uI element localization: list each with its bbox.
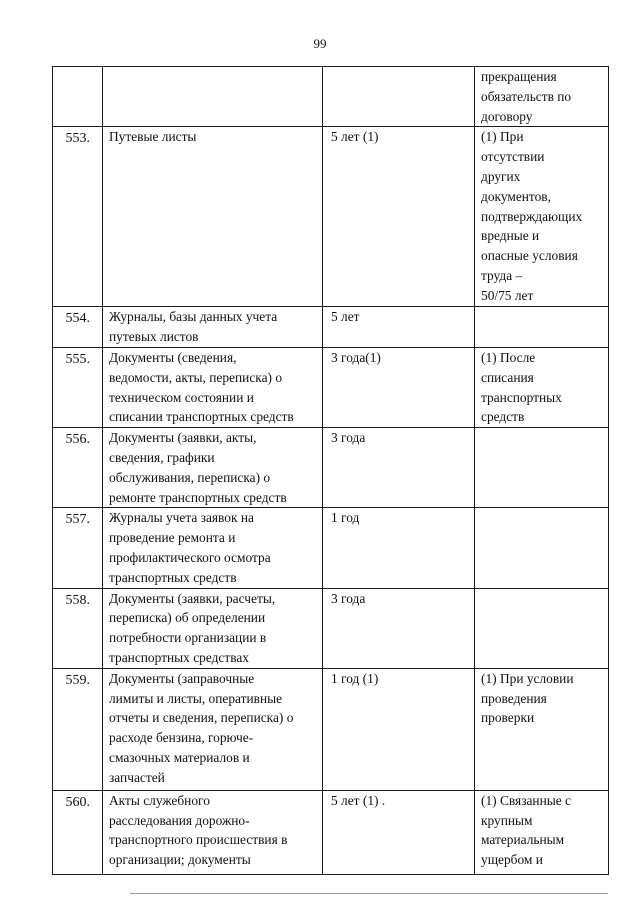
row-number-cell [53, 307, 103, 348]
row-number-cell [53, 67, 103, 127]
retention-term: 1 год (1) [331, 670, 379, 686]
note-cell [475, 668, 609, 790]
table-row [53, 67, 609, 127]
row-number-cell [53, 347, 103, 427]
note-cell [475, 790, 609, 874]
note-cell [475, 307, 609, 348]
document-title: Журналы учета заявок на проведение ремонта и профилактического осмотра транспортных средств [109, 510, 271, 585]
document-title-cell [103, 588, 323, 668]
document-title-cell [103, 668, 323, 790]
row-number: 555. [65, 351, 90, 367]
note-cell [475, 508, 609, 588]
retention-term: 3 года(1) [331, 349, 381, 365]
note-cell [475, 588, 609, 668]
retention-term-cell [323, 508, 475, 588]
table-row [53, 127, 609, 307]
retention-term: 3 года [331, 430, 366, 446]
note: (1) При отсутствии других документов, подтверждающих вредные и опасные условия труда – 50/75 лет [481, 129, 583, 303]
retention-term-cell [323, 588, 475, 668]
document-title-cell [103, 307, 323, 348]
document-title-cell [103, 67, 323, 127]
table-row [53, 668, 609, 790]
table-row [53, 307, 609, 348]
document-title-cell [103, 428, 323, 508]
row-number: 554. [65, 311, 90, 327]
table-row [53, 428, 609, 508]
note: (1) После списания транспортных средств [481, 349, 562, 425]
document-title: Документы (заявки, акты, сведения, графики обслуживания, переписка) о ремонте транспортных средств [109, 430, 287, 505]
note-cell [475, 347, 609, 427]
row-number-cell [53, 428, 103, 508]
document-title: Акты служебного расследования дорожно- транспортного происшествия в организации; документы [109, 792, 288, 868]
table-row [53, 790, 609, 874]
document-title: Документы (сведения, ведомости, акты, переписка) о техническом состоянии и списании транспортных средств [109, 349, 294, 425]
retention-term: 1 год [331, 510, 360, 526]
table-row [53, 347, 609, 427]
row-number: 560. [65, 794, 90, 810]
page-number: 99 [313, 36, 327, 51]
note: (1) Связанные с крупным материальным ущербом и [481, 792, 571, 868]
document-title: Журналы, базы данных учета путевых листов [109, 309, 278, 345]
table-row [53, 508, 609, 588]
retention-term: 5 лет (1) . [331, 792, 386, 808]
row-number: 553. [65, 131, 90, 147]
document-title: Документы (заправочные лимиты и листы, оперативные отчеты и сведения, переписка) о расходе бензина, горюче- смазочных материалов и запчастей [109, 670, 294, 785]
row-number: 559. [65, 672, 90, 688]
document-title-cell [103, 347, 323, 427]
retention-term-cell [323, 428, 475, 508]
retention-term-cell [323, 127, 475, 307]
document-title-cell [103, 790, 323, 874]
retention-term: 5 лет [331, 309, 360, 325]
row-number: 556. [65, 432, 90, 448]
note-cell [475, 127, 609, 307]
retention-term: 5 лет (1) [331, 129, 379, 145]
row-number-cell [53, 668, 103, 790]
page-bottom-rule [130, 893, 608, 894]
document-title-cell [103, 127, 323, 307]
row-number: 558. [65, 592, 90, 608]
row-number-cell [53, 588, 103, 668]
table-row [53, 588, 609, 668]
retention-term-cell [323, 67, 475, 127]
row-number-cell [53, 790, 103, 874]
note: (1) При условии проведения проверки [481, 670, 574, 726]
records-retention-table [52, 66, 609, 875]
retention-term-cell [323, 347, 475, 427]
note: прекращения обязательств по договору [481, 69, 572, 124]
row-number-cell [53, 508, 103, 588]
retention-term: 3 года [331, 590, 366, 606]
note-cell [475, 428, 609, 508]
retention-term-cell [323, 790, 475, 874]
document-title-cell [103, 508, 323, 588]
retention-term-cell [323, 307, 475, 348]
row-number-cell [53, 127, 103, 307]
row-number: 557. [65, 512, 90, 528]
document-title: Документы (заявки, расчеты, переписка) об определении потребности организации в транспортных средствах [109, 590, 276, 665]
document-title: Путевые листы [109, 129, 197, 145]
note-cell [475, 67, 609, 127]
retention-term-cell [323, 668, 475, 790]
